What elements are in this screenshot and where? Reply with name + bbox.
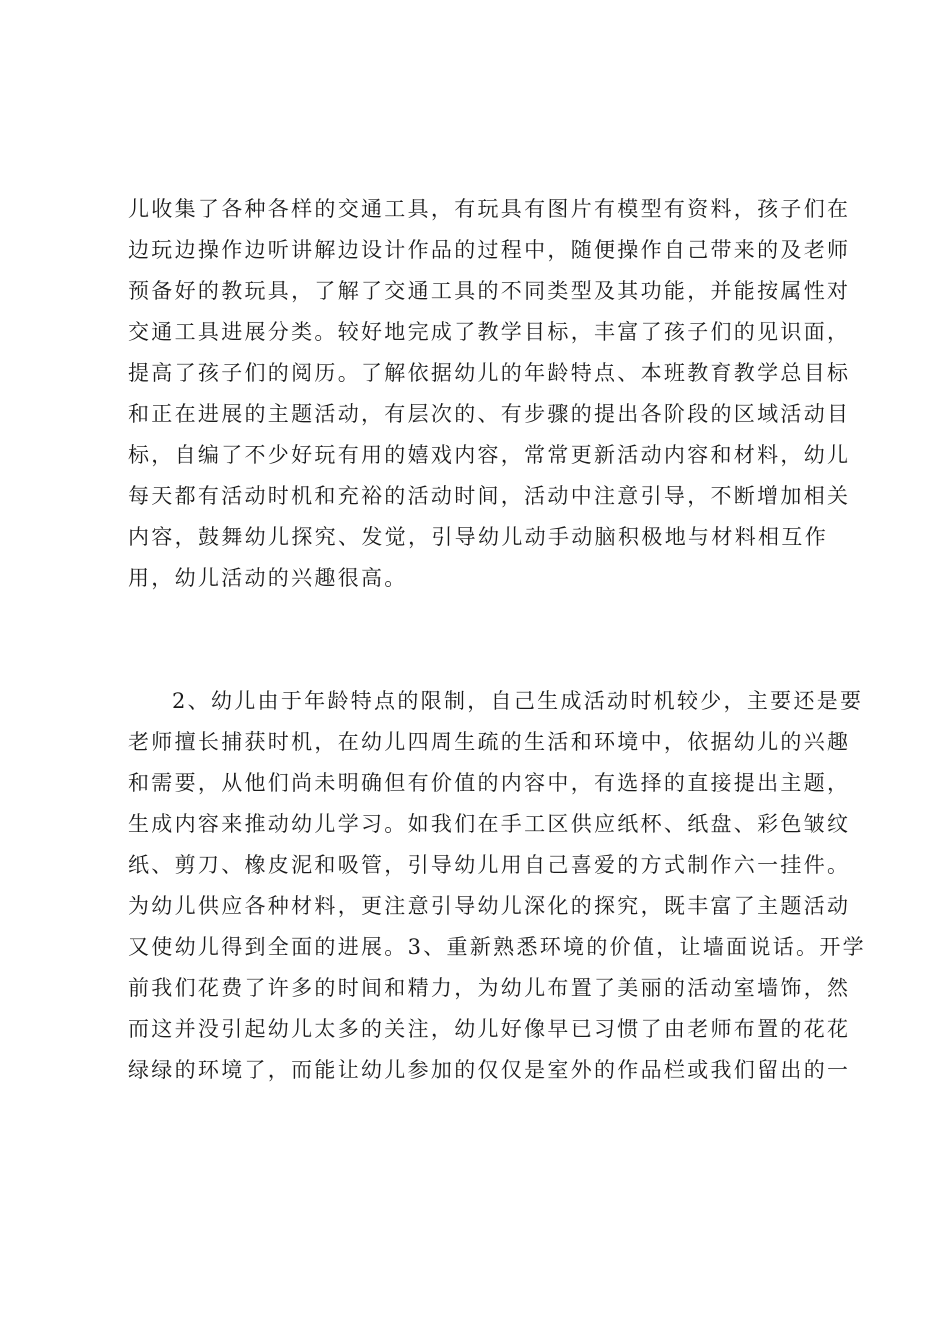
paragraph-2: [128, 681, 866, 1091]
text-line: 儿收集了各种各样的交通工具，有玩具有图片有模型有资料，孩子们在: [128, 197, 851, 221]
text-line: 2、幼儿由于年龄特点的限制，自己生成活动时机较少，主要还是要: [172, 689, 864, 713]
text-line: 绿绿的环境了，而能让幼儿参加的仅仅是室外的作品栏或我们留出的一: [128, 1058, 851, 1082]
text-line: 每天都有活动时机和充裕的活动时间，活动中注意引导，不断增加相关: [128, 484, 851, 508]
text-line: 而这并没引起幼儿太多的关注，幼儿好像早已习惯了由老师布置的花花: [128, 1017, 851, 1041]
text-line: 用，幼儿活动的兴趣很高。: [128, 566, 408, 590]
text-line: 前我们花费了许多的时间和精力，为幼儿布置了美丽的活动室墙饰，然: [128, 976, 851, 1000]
text-line: 生成内容来推动幼儿学习。如我们在手工区供应纸杯、纸盘、彩色皱纹: [128, 812, 851, 836]
text-line: 纸、剪刀、橡皮泥和吸管，引导幼儿用自己喜爱的方式制作六一挂件。: [128, 853, 851, 877]
text-line: 内容，鼓舞幼儿探究、发觉，引导幼儿动手动脑积极地与材料相互作: [128, 525, 828, 549]
text-line: 边玩边操作边听讲解边设计作品的过程中，随便操作自己带来的及老师: [128, 238, 851, 262]
text-line: 又使幼儿得到全面的进展。3、重新熟悉环境的价值，让墙面说话。开学: [128, 935, 866, 959]
text-line: 预备好的教玩具，了解了交通工具的不同类型及其功能，并能按属性对: [128, 279, 851, 303]
paragraph-1: [128, 189, 851, 599]
text-line: 为幼儿供应各种材料，更注意引导幼儿深化的探究，既丰富了主题活动: [128, 894, 851, 918]
text-line: 和需要，从他们尚未明确但有价值的内容中，有选择的直接提出主题，: [128, 771, 851, 795]
text-line: 和正在进展的主题活动，有层次的、有步骤的提出各阶段的区域活动目: [128, 402, 851, 426]
text-line: 标，自编了不少好玩有用的嬉戏内容，常常更新活动内容和材料，幼儿: [128, 443, 851, 467]
text-line: 老师擅长捕获时机，在幼儿四周生疏的生活和环境中，依据幼儿的兴趣: [128, 730, 851, 754]
text-line: 交通工具进展分类。较好地完成了教学目标，丰富了孩子们的见识面，: [128, 320, 851, 344]
text-line: 提高了孩子们的阅历。了解依据幼儿的年龄特点、本班教育教学总目标: [128, 361, 851, 385]
